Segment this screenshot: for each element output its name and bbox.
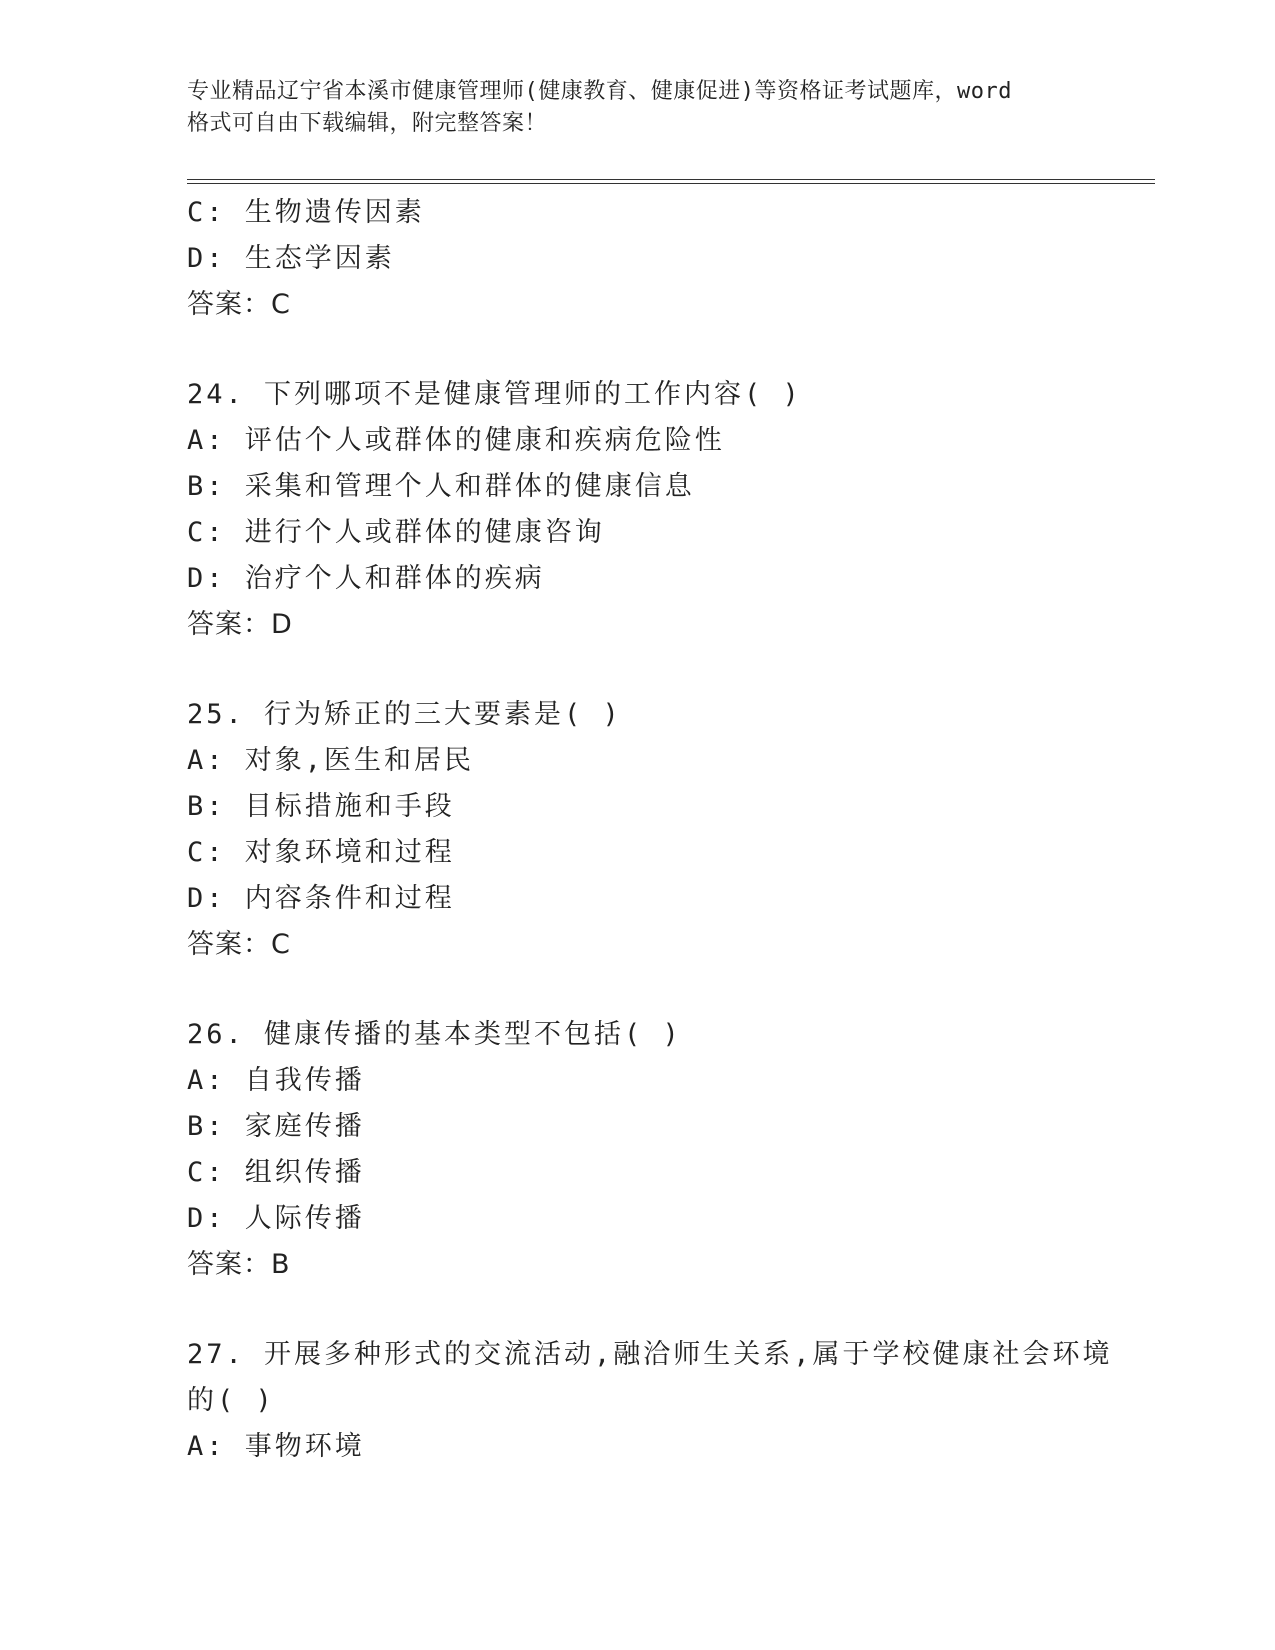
q24-option-c: C: 进行个人或群体的健康咨询 <box>187 517 605 548</box>
q24-option-d: D: 治疗个人和群体的疾病 <box>187 563 545 594</box>
q25-option-d: D: 内容条件和过程 <box>187 883 455 914</box>
header-divider-bottom <box>187 183 1155 184</box>
q27-option-a: A: 事物环境 <box>187 1431 365 1462</box>
q23-option-c: C: 生物遗传因素 <box>187 197 425 228</box>
document-header <box>187 76 1087 140</box>
q23-option-d: D: 生态学因素 <box>187 243 395 274</box>
q24-answer: 答案：D <box>187 609 293 640</box>
q26-option-b: B: 家庭传播 <box>187 1111 365 1142</box>
header-line-2: 格式可自由下载编辑，附完整答案！ <box>187 111 548 136</box>
q26-option-c: C: 组织传播 <box>187 1157 365 1188</box>
question-list <box>187 190 1113 1470</box>
q27-question-line-2: 的( ) <box>187 1385 275 1416</box>
q23-answer: 答案：C <box>187 289 291 320</box>
q25-answer: 答案：C <box>187 929 291 960</box>
q26-question: 26. 健康传播的基本类型不包括( ) <box>187 1019 682 1050</box>
header-divider-top <box>187 179 1155 180</box>
q25-option-a: A: 对象,医生和居民 <box>187 745 475 776</box>
q24-question: 24. 下列哪项不是健康管理师的工作内容( ) <box>187 379 802 410</box>
q26-option-d: D: 人际传播 <box>187 1203 365 1234</box>
q25-option-b: B: 目标措施和手段 <box>187 791 455 822</box>
q26-option-a: A: 自我传播 <box>187 1065 365 1096</box>
q27-question-line-1: 27. 开展多种形式的交流活动,融洽师生关系,属于学校健康社会环境 <box>187 1339 1113 1370</box>
q24-option-a: A: 评估个人或群体的健康和疾病危险性 <box>187 425 725 456</box>
q26-answer: 答案：B <box>187 1249 291 1280</box>
q25-question: 25. 行为矫正的三大要素是( ) <box>187 699 622 730</box>
q24-option-b: B: 采集和管理个人和群体的健康信息 <box>187 471 695 502</box>
q25-option-c: C: 对象环境和过程 <box>187 837 455 868</box>
header-line-1: 专业精品辽宁省本溪市健康管理师(健康教育、健康促进)等资格证考试题库，word <box>187 79 1012 104</box>
